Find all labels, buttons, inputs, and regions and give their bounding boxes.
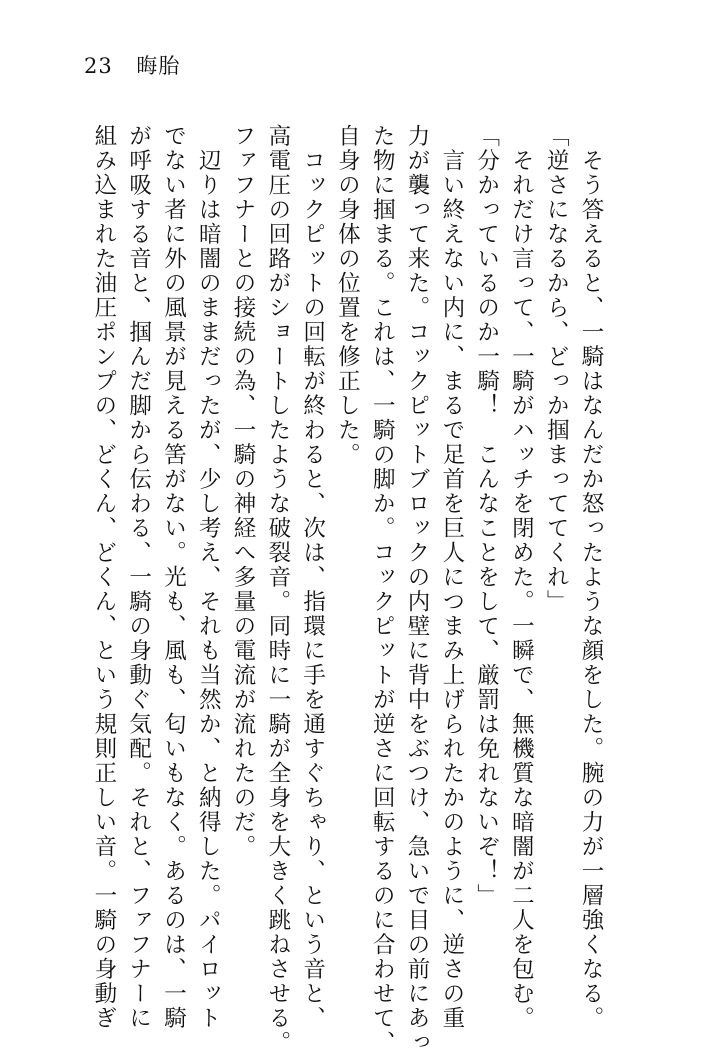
text-line-9: コックピットの回転が終わると、次は、指環に手を通すぐちゃり、という音と、: [299, 124, 326, 1031]
text-line-1: そう答えると、一騎はなんだか怒ったような顔をした。腕の力が一層強くなる。: [578, 124, 604, 1031]
text-line-7: た物に掴まる。これは、一騎の脚か。コックピットが逆さに回転するのに合わせて、: [369, 124, 396, 1055]
text-line-14: が呼吸する音と、掴んだ脚から伝わる、一騎の身動ぐ気配。それと、ファフナーに: [125, 124, 152, 1031]
chapter-title: 晦胎: [136, 54, 181, 78]
text-line-8: 自身の身体の位置を修正した。: [334, 124, 361, 467]
text-line-2: 「逆さになるから、どっか掴まっててくれ」: [543, 124, 570, 614]
page-number: 23: [84, 54, 113, 78]
text-line-11: ファフナーとの接続の為、一騎の神経へ多量の電流が流れたのだ。: [230, 124, 257, 859]
body-text: [90, 124, 608, 1055]
text-line-10: 高電圧の回路がショートしたような破裂音。同時に一騎が全身を大きく跳ねさせる。: [264, 124, 291, 1055]
text-line-4: 「分かっているのか一騎！ こんなことをして、厳罰は免れないぞ！」: [473, 124, 500, 908]
page-header: [84, 50, 180, 80]
text-line-15: 組み込まれた油圧ポンプの、どくん、どくん、という規則正しい音。一騎の身動ぎ: [90, 124, 117, 1031]
text-line-6: 力が襲って来た。コックピットブロックの内壁に背中をぶつけ、急いで目の前にあっ: [404, 124, 431, 1055]
text-line-5: 言い終えない内に、まるで足首を巨人につまみ上げられたかのように、逆さの重: [438, 124, 465, 1031]
text-line-3: それだけ言って、一騎がハッチを閉めた。一瞬で、無機質な暗闇が二人を包む。: [508, 124, 535, 1031]
text-line-12: 辺りは暗闇のままだったが、少し考え、それも当然か、と納得した。パイロット: [195, 124, 222, 1031]
text-line-13: でない者に外の風景が見える筈がない。光も、風も、匂いもなく。あるのは、一騎: [160, 124, 187, 1031]
